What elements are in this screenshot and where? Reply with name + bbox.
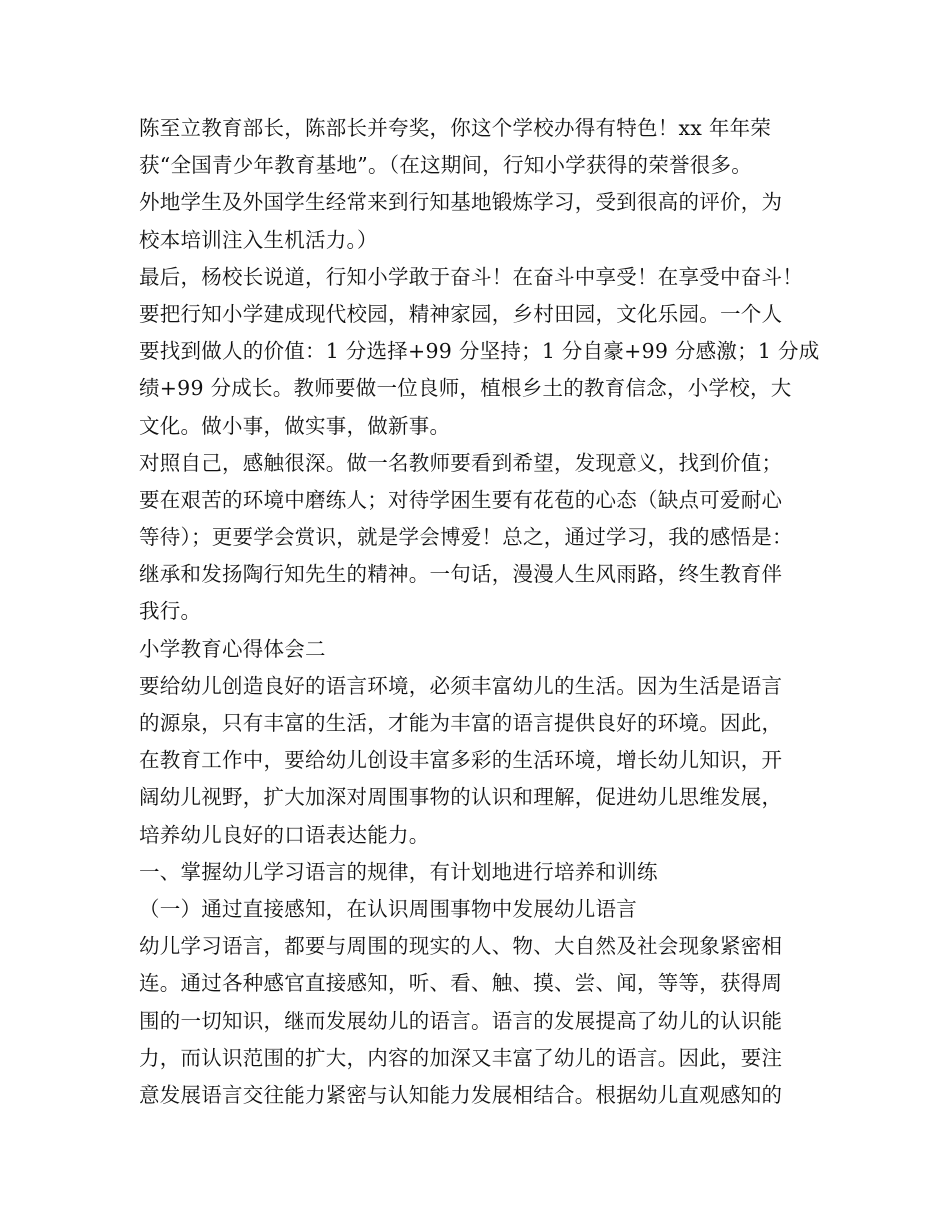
text-line: 继承和发扬陶行知先生的精神。一句话，漫漫人生风雨路，终生教育伴 — [139, 562, 783, 587]
text-line: 的源泉，只有丰富的生活，才能为丰富的语言提供良好的环境。因此， — [139, 711, 783, 735]
text-line: 外地学生及外国学生经常来到行知基地锻炼学习，受到很高的评价，为 — [139, 190, 783, 215]
document-body — [139, 110, 819, 1114]
text-line: 获“全国青少年教育基地”。（在这期间，行知小学获得的荣誉很多。 — [139, 153, 752, 178]
text-line: 陈至立教育部长，陈部长并夸奖，你这个学校办得有特色！xx 年年荣 — [139, 116, 772, 140]
text-line: 培养幼儿良好的口语表达能力。 — [139, 822, 430, 847]
text-line: 我行。 — [139, 599, 202, 624]
subsection-heading: 一、掌握幼儿学习语言的规律，有计划地进行培养和训练 — [139, 859, 658, 884]
text-line: 意发展语言交往能力紧密与认知能力发展相结合。根据幼儿直观感知的 — [139, 1082, 783, 1107]
text-line: 等待）；更要学会赏识，就是学会博爱！总之，通过学习，我的感悟是： — [139, 525, 793, 550]
text-line: 最后，杨校长说道，行知小学敢于奋斗！在奋斗中享受！在享受中奋斗！ — [139, 264, 803, 289]
text-line: 要把行知小学建成现代校园，精神家园，乡村田园，文化乐园。一个人 — [139, 301, 783, 326]
text-line: 连。通过各种感官直接感知，听、看、触、摸、尝、闻，等等，获得周 — [139, 971, 783, 996]
text-line: 要找到做人的价值：1 分选择+99 分坚持；1 分自豪+99 分感激；1 分成 — [139, 339, 820, 364]
subsection-heading: （一）通过直接感知，在认识周围事物中发展幼儿语言 — [139, 896, 637, 921]
text-line: 绩+99 分成长。教师要做一位良师，植根乡土的教育信念，小学校，大 — [139, 376, 792, 401]
text-line: 要在艰苦的环境中磨练人；对待学困生要有花苞的心态（缺点可爱耐心 — [139, 487, 783, 512]
text-line: 阔幼儿视野，扩大加深对周围事物的认识和理解，促进幼儿思维发展， — [139, 785, 783, 810]
text-line: 要给幼儿创造良好的语言环境，必须丰富幼儿的生活。因为生活是语言 — [139, 673, 783, 698]
section-heading: 小学教育心得体会二 — [139, 636, 326, 661]
text-line: 力，而认识范围的扩大，内容的加深又丰富了幼儿的语言。因此，要注 — [139, 1045, 783, 1070]
text-line: 对照自己，感触很深。做一名教师要看到希望，发现意义，找到价值； — [139, 450, 783, 475]
text-line: 幼儿学习语言，都要与周围的现实的人、物、大自然及社会现象紧密相 — [139, 934, 783, 959]
text-line: 文化。做小事，做实事，做新事。 — [139, 413, 451, 438]
text-line: 校本培训注入生机活力。） — [139, 227, 378, 252]
text-line: 在教育工作中，要给幼儿创设丰富多彩的生活环境，增长幼儿知识，开 — [139, 748, 783, 773]
text-line: 围的一切知识，继而发展幼儿的语言。语言的发展提高了幼儿的认识能 — [139, 1008, 783, 1033]
